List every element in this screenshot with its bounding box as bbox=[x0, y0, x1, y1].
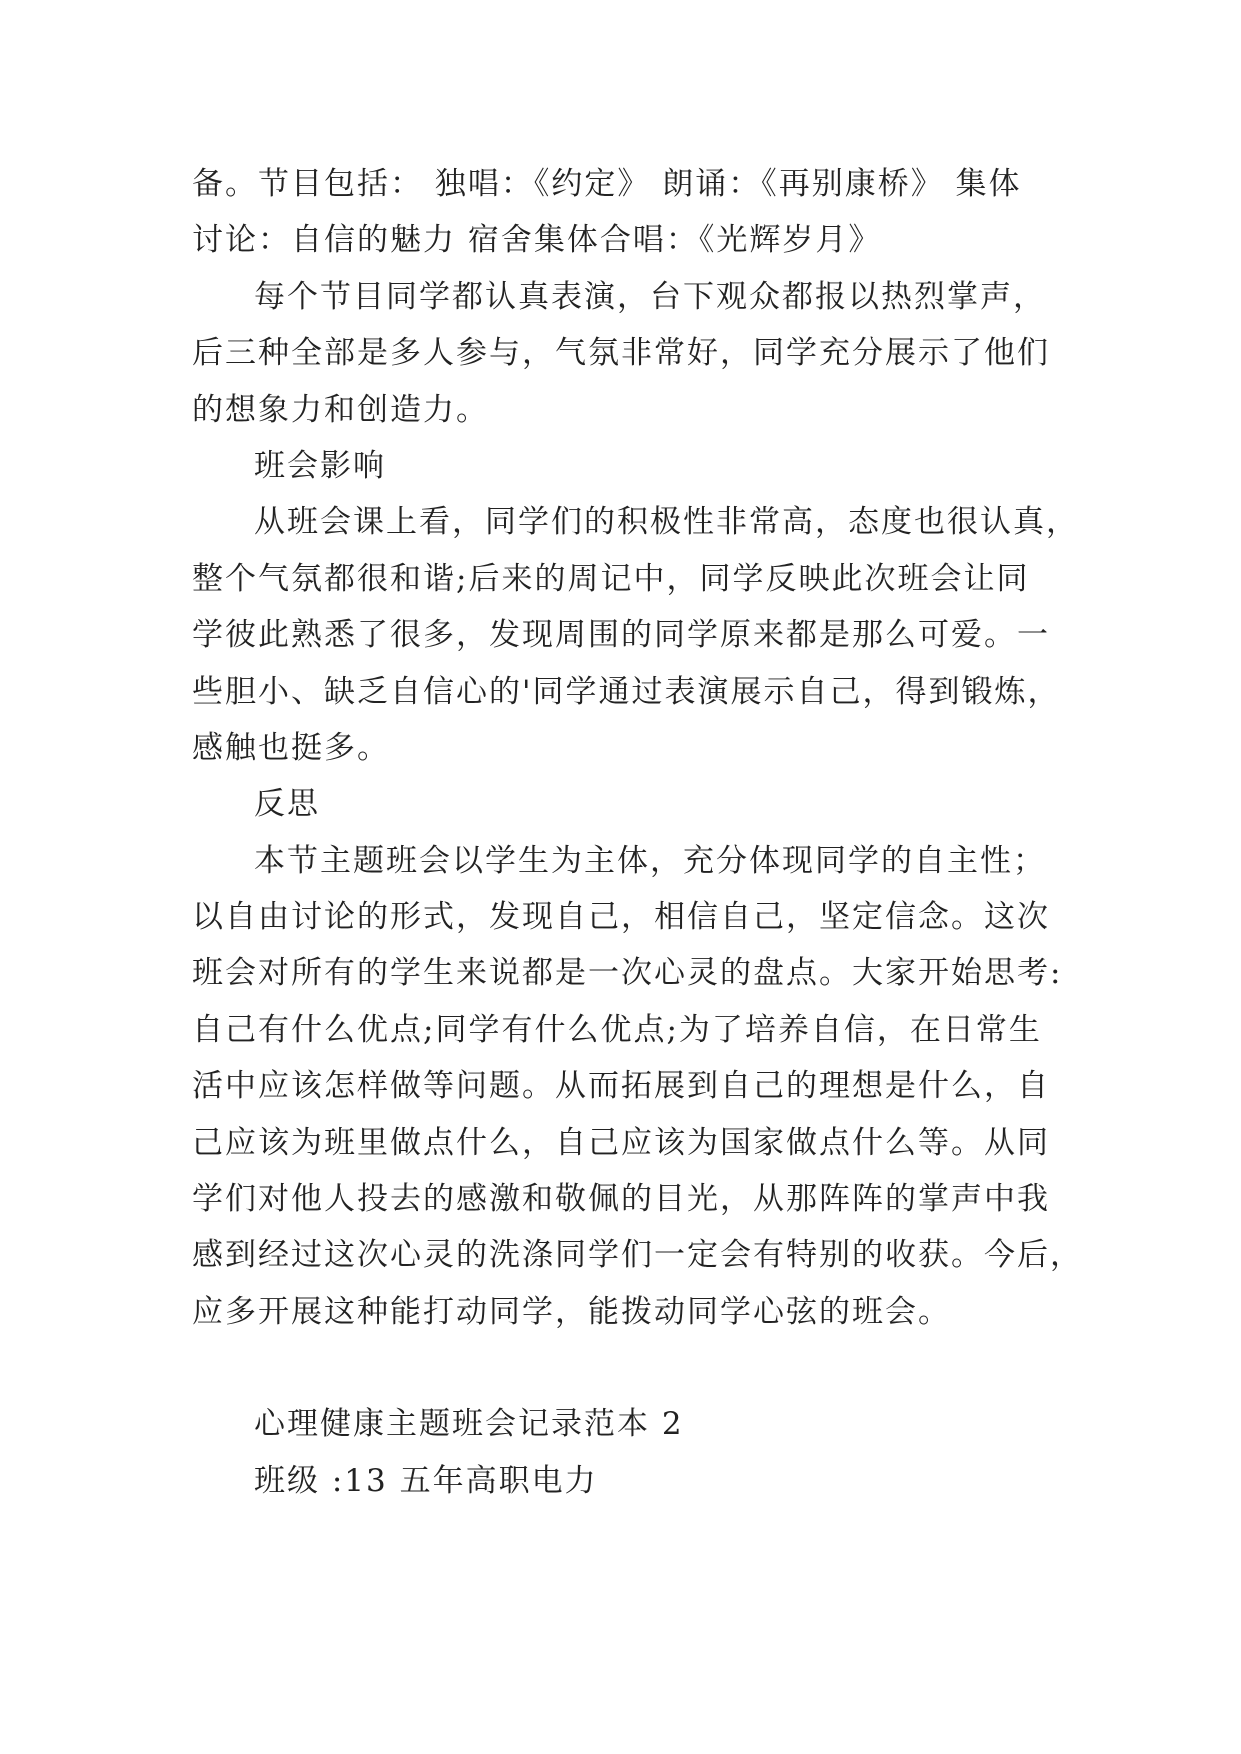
reflection-line-3: 班会对所有的学生来说都是一次心灵的盘点。大家开始思考: bbox=[192, 955, 1063, 992]
heading-reflection: 反思 bbox=[254, 786, 320, 823]
reflection-line-8: 感到经过这次心灵的洗涤同学们一定会有特别的收获。今后， bbox=[192, 1237, 1083, 1274]
reflection-line-9: 应多开展这种能打动同学，能拨动同学心弦的班会。 bbox=[192, 1293, 951, 1330]
influence-line-2: 整个气氛都很和谐;后来的周记中，同学反映此次班会让同 bbox=[192, 560, 1030, 597]
influence-line-5: 感触也挺多。 bbox=[192, 729, 390, 766]
performance-line-1: 每个节目同学都认真表演，台下观众都报以热烈掌声， bbox=[254, 278, 1046, 315]
reflection-line-2: 以自由讨论的形式，发现自己，相信自己，坚定信念。这次 bbox=[192, 899, 1050, 936]
heading-influence: 班会影响 bbox=[254, 447, 386, 484]
reflection-line-7: 学们对他人投去的感激和敬佩的目光，从那阵阵的掌声中我 bbox=[192, 1181, 1050, 1218]
class-line: 班级 :13 五年高职电力 bbox=[254, 1462, 598, 1499]
performance-paragraph bbox=[192, 269, 1072, 438]
performance-line-2: 后三种全部是多人参与，气氛非常好，同学充分展示了他们 bbox=[192, 335, 1050, 372]
influence-line-3: 学彼此熟悉了很多，发现周围的同学原来都是那么可爱。一 bbox=[192, 617, 1050, 654]
document-body bbox=[192, 156, 1083, 1509]
reflection-line-6: 己应该为班里做点什么，自己应该为国家做点什么等。从同 bbox=[192, 1124, 1050, 1161]
reflection-paragraph bbox=[192, 833, 1083, 1341]
reflection-line-1: 本节主题班会以学生为主体，充分体现同学的自主性； bbox=[254, 842, 1046, 879]
program-line-2: 讨论：自信的魅力 宿舍集体合唱：《光辉岁月》 bbox=[192, 222, 882, 259]
section-spacer bbox=[192, 1340, 1072, 1396]
influence-paragraph bbox=[192, 494, 1079, 776]
program-line-1: 备。节目包括： 独唱：《约定》 朗诵：《再别康桥》 集体 bbox=[192, 166, 1022, 202]
program-paragraph bbox=[192, 156, 1072, 269]
performance-line-3: 的想象力和创造力。 bbox=[192, 391, 489, 428]
reflection-line-4: 自己有什么优点;同学有什么优点;为了培养自信，在日常生 bbox=[192, 1011, 1042, 1048]
influence-line-4: 些胆小、缺乏自信心的'同学通过表演展示自己，得到锻炼， bbox=[192, 673, 1061, 710]
reflection-line-5: 活中应该怎样做等问题。从而拓展到自己的理想是什么，自 bbox=[192, 1068, 1050, 1105]
influence-line-1: 从班会课上看，同学们的积极性非常高，态度也很认真， bbox=[254, 504, 1079, 541]
section2-title: 心理健康主题班会记录范本 2 bbox=[254, 1406, 684, 1443]
